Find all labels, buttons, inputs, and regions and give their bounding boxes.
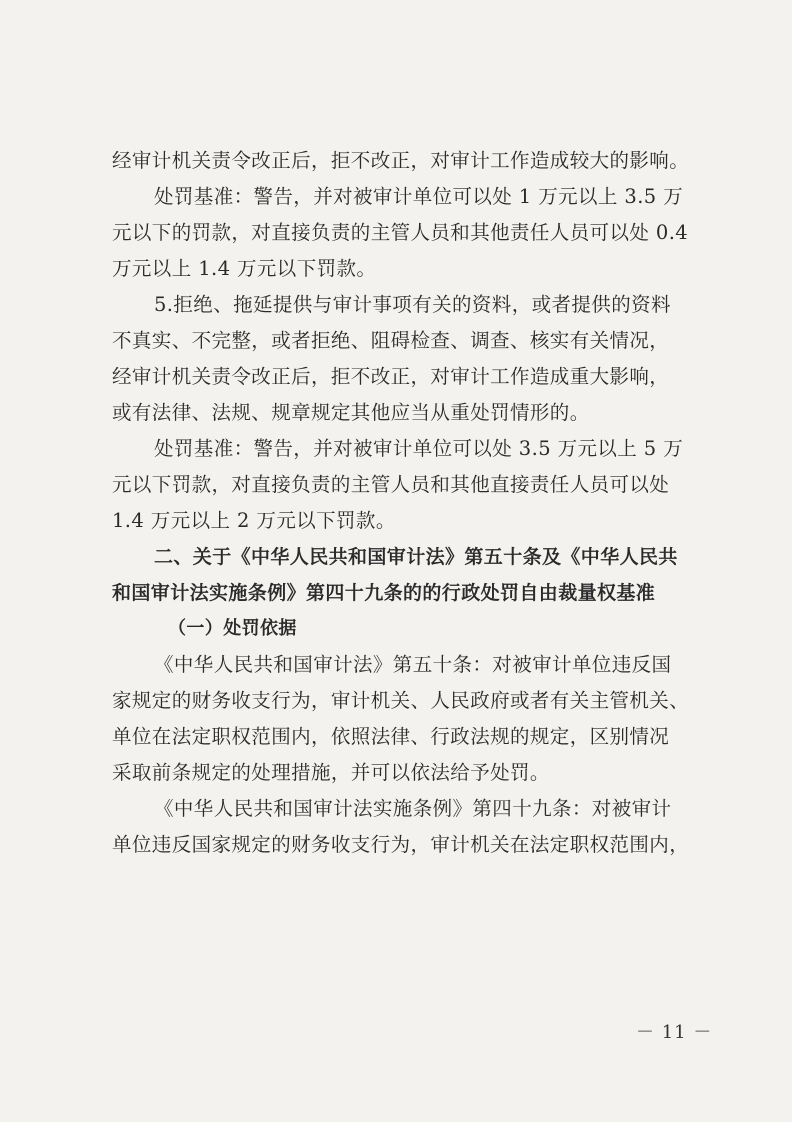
text-line: 经审计机关责令改正后，拒不改正，对审计工作造成重大影响， <box>112 365 670 388</box>
text-line: 《中华人民共和国审计法》第五十条：对被审计单位违反国 <box>154 653 672 676</box>
heading-line: 和国审计法实施条例》第四十九条的的行政处罚自由裁量权基准 <box>112 582 656 604</box>
paragraph <box>112 287 712 431</box>
text-line: 5.拒绝、拖延提供与审计事项有关的资料，或者提供的资料 <box>154 293 671 316</box>
text-line: 或有法律、法规、规章规定其他应当从重处罚情形的。 <box>112 401 590 424</box>
document-body <box>112 143 712 863</box>
paragraph <box>112 791 712 863</box>
text-line: 处罚基准：警告，并对被审计单位可以处 1 万元以上 3.5 万 <box>154 185 684 208</box>
page-number: － 11 － <box>636 1022 713 1043</box>
text-line: 不真实、不完整，或者拒绝、阻碍检查、调查、核实有关情况， <box>112 329 670 352</box>
text-line: 《中华人民共和国审计法实施条例》第四十九条：对被审计 <box>154 797 672 820</box>
paragraph <box>112 431 712 539</box>
text-line: 家规定的财务收支行为，审计机关、人民政府或者有关主管机关、 <box>112 689 690 712</box>
text-line: 元以下的罚款，对直接负责的主管人员和其他责任人员可以处 0.4 <box>112 221 689 244</box>
subsection-heading <box>112 611 712 647</box>
paragraph <box>112 179 712 287</box>
text-line: 处罚基准：警告，并对被审计单位可以处 3.5 万元以上 5 万 <box>154 437 684 460</box>
text-line: 1.4 万元以上 2 万元以下罚款。 <box>112 509 396 532</box>
text-line: 单位在法定职权范围内，依照法律、行政法规的规定，区别情况 <box>112 725 670 748</box>
paragraph <box>112 647 712 791</box>
heading-line: 二、关于《中华人民共和国审计法》第五十条及《中华人民共 <box>154 546 678 568</box>
text-line: 万元以上 1.4 万元以下罚款。 <box>112 257 377 280</box>
text-line: 经审计机关责令改正后，拒不改正，对审计工作造成较大的影响。 <box>112 149 690 172</box>
text-line: 采取前条规定的处理措施，并可以依法给予处罚。 <box>112 761 550 784</box>
paragraph <box>112 143 712 179</box>
section-heading <box>112 539 712 611</box>
text-line: 元以下罚款，对直接负责的主管人员和其他直接责任人员可以处 <box>112 473 670 496</box>
subheading-line: （一）处罚依据 <box>168 618 297 639</box>
text-line: 单位违反国家规定的财务收支行为，审计机关在法定职权范围内， <box>112 833 690 856</box>
